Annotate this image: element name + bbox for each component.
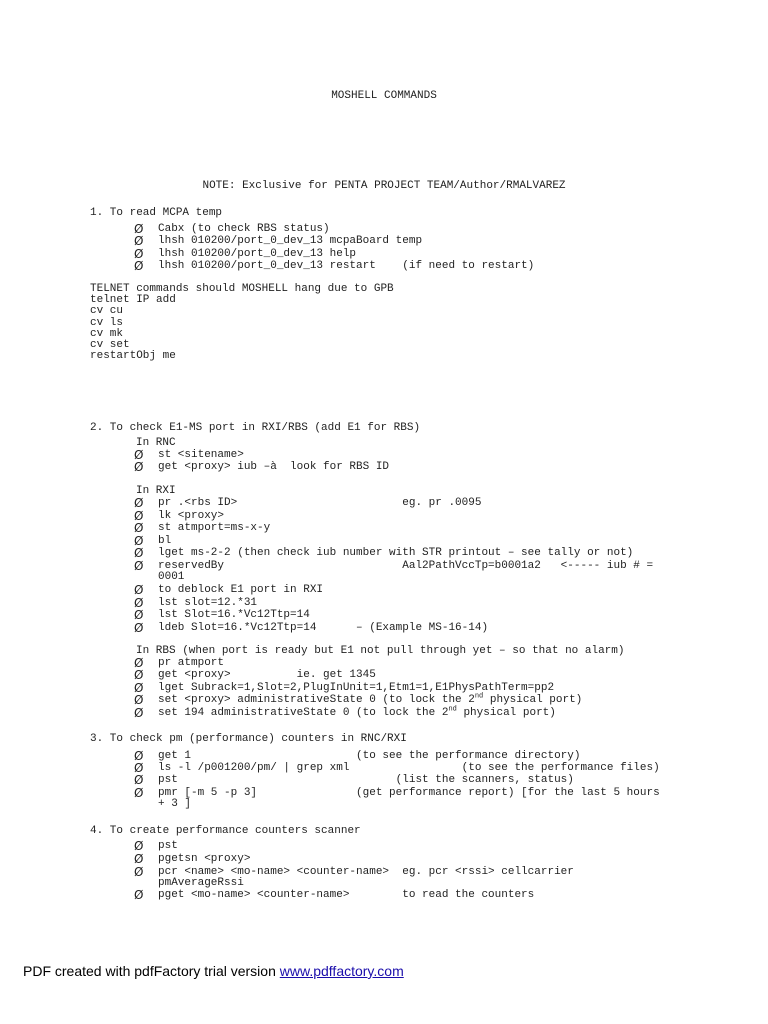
list-item: lk <proxy> bbox=[158, 510, 225, 522]
telnet-line: restartObj me bbox=[90, 350, 176, 362]
pdffactory-link[interactable]: www.pdffactory.com bbox=[279, 963, 404, 979]
bullet-icon: Ø bbox=[134, 656, 144, 670]
list-item: pcr <name> <mo-name> <counter-name> eg. pcr <rssi> cellcarrier bbox=[158, 866, 574, 878]
bullet-icon: Ø bbox=[134, 509, 144, 523]
bullet-icon: Ø bbox=[134, 839, 144, 853]
section-1-heading: 1. To read MCPA temp bbox=[90, 207, 223, 219]
superscript-nd: nd bbox=[448, 705, 457, 714]
list-item: pgetsn <proxy> bbox=[158, 853, 251, 865]
list-item-continuation: + 3 ] bbox=[158, 798, 192, 810]
telnet-line: cv mk bbox=[90, 328, 124, 340]
section-3-heading: 3. To check pm (performance) counters in RNC/RXI bbox=[90, 733, 407, 745]
list-item: pst bbox=[158, 840, 178, 852]
list-item: get <proxy> ie. get 1345 bbox=[158, 669, 376, 681]
list-item: bl bbox=[158, 535, 172, 547]
list-item: reservedBy Aal2PathVccTp=b0001a2 <----- iub # = bbox=[158, 560, 654, 572]
bullet-icon: Ø bbox=[134, 706, 144, 720]
list-item: pr .<rbs ID> eg. pr .0095 bbox=[158, 497, 482, 509]
subheading-rnc: In RNC bbox=[136, 437, 176, 449]
list-item: to deblock E1 port in RXI bbox=[158, 584, 324, 596]
list-item: ldeb Slot=16.*Vc12Ttp=14 – (Example MS-16-14) bbox=[158, 622, 489, 634]
bullet-icon: Ø bbox=[134, 852, 144, 866]
bullet-icon: Ø bbox=[134, 234, 144, 248]
bullet-icon: Ø bbox=[134, 534, 144, 548]
list-item: lget ms-2-2 (then check iub number with STR printout – see tally or not) bbox=[158, 547, 634, 559]
list-item: get 1 (to see the performance directory) bbox=[158, 750, 581, 762]
telnet-line: cv cu bbox=[90, 305, 124, 317]
section-4-heading: 4. To create performance counters scanner bbox=[90, 825, 361, 837]
subheading-rxi: In RXI bbox=[136, 485, 176, 497]
bullet-icon: Ø bbox=[134, 559, 144, 573]
telnet-line: telnet IP add bbox=[90, 294, 176, 306]
bullet-icon: Ø bbox=[134, 773, 144, 787]
telnet-line: cv ls bbox=[90, 317, 124, 329]
author-note: NOTE: Exclusive for PENTA PROJECT TEAM/Author/RMALVAREZ bbox=[202, 180, 566, 192]
list-item: pmr [-m 5 -p 3] (get performance report) [for the last 5 hours bbox=[158, 787, 660, 799]
telnet-line: TELNET commands should MOSHELL hang due to GPB bbox=[90, 283, 394, 295]
list-item: lhsh 010200/port_0_dev_13 restart (if need to restart) bbox=[158, 260, 535, 272]
bullet-icon: Ø bbox=[134, 668, 144, 682]
list-item bbox=[158, 707, 556, 720]
list-item: st <sitename> bbox=[158, 449, 244, 461]
bullet-icon: Ø bbox=[134, 460, 144, 474]
list-item-continuation: 0001 bbox=[158, 571, 185, 583]
list-item: pget <mo-name> <counter-name> to read the counters bbox=[158, 889, 535, 901]
subheading-rbs: In RBS (when port is ready but E1 not pull through yet – so that no alarm) bbox=[136, 645, 625, 657]
list-item-text: set <proxy> administrativeState 0 (to lock the 2 bbox=[158, 694, 475, 706]
list-item: lst slot=12.*31 bbox=[158, 597, 258, 609]
list-item: pr atmport bbox=[158, 657, 225, 669]
list-item: Cabx (to check RBS status) bbox=[158, 223, 330, 235]
list-item: pst (list the scanners, status) bbox=[158, 774, 574, 786]
bullet-icon: Ø bbox=[134, 888, 144, 902]
list-item: get <proxy> iub –à look for RBS ID bbox=[158, 461, 390, 473]
bullet-icon: Ø bbox=[134, 222, 144, 236]
bullet-icon: Ø bbox=[134, 749, 144, 763]
bullet-icon: Ø bbox=[134, 496, 144, 510]
list-item: lhsh 010200/port_0_dev_13 help bbox=[158, 248, 357, 260]
bullet-icon: Ø bbox=[134, 521, 144, 535]
bullet-icon: Ø bbox=[134, 786, 144, 800]
bullet-icon: Ø bbox=[134, 621, 144, 635]
pdf-footer bbox=[23, 965, 404, 978]
section-2-heading: 2. To check E1-MS port in RXI/RBS (add E1 for RBS) bbox=[90, 422, 421, 434]
list-item: st atmport=ms-x-y bbox=[158, 522, 271, 534]
bullet-icon: Ø bbox=[134, 448, 144, 462]
bullet-icon: Ø bbox=[134, 681, 144, 695]
list-item: lhsh 010200/port_0_dev_13 mcpaBoard temp bbox=[158, 235, 423, 247]
list-item-text: physical port) bbox=[483, 694, 583, 706]
bullet-icon: Ø bbox=[134, 596, 144, 610]
bullet-icon: Ø bbox=[134, 259, 144, 273]
list-item-text: set 194 administrativeState 0 (to lock the 2 bbox=[158, 707, 449, 719]
bullet-icon: Ø bbox=[134, 247, 144, 261]
list-item: lget Subrack=1,Slot=2,PlugInUnit=1,Etm1=1,E1PhysPathTerm=pp2 bbox=[158, 682, 555, 694]
bullet-icon: Ø bbox=[134, 761, 144, 775]
bullet-icon: Ø bbox=[134, 583, 144, 597]
list-item: ls -l /p001200/pm/ | grep xml (to see the performance files) bbox=[158, 762, 660, 774]
page-title: MOSHELL COMMANDS bbox=[331, 90, 437, 102]
bullet-icon: Ø bbox=[134, 608, 144, 622]
superscript-nd: nd bbox=[474, 692, 484, 701]
telnet-line: cv set bbox=[90, 339, 130, 351]
list-item-continuation: pmAverageRssi bbox=[158, 877, 244, 889]
list-item-text: physical port) bbox=[456, 707, 556, 719]
footer-text: PDF created with pdfFactory trial version bbox=[23, 963, 280, 979]
bullet-icon: Ø bbox=[134, 865, 144, 879]
bullet-icon: Ø bbox=[134, 693, 144, 707]
list-item: lst Slot=16.*Vc12Ttp=14 bbox=[158, 609, 310, 621]
bullet-icon: Ø bbox=[134, 546, 144, 560]
list-item bbox=[158, 694, 582, 707]
